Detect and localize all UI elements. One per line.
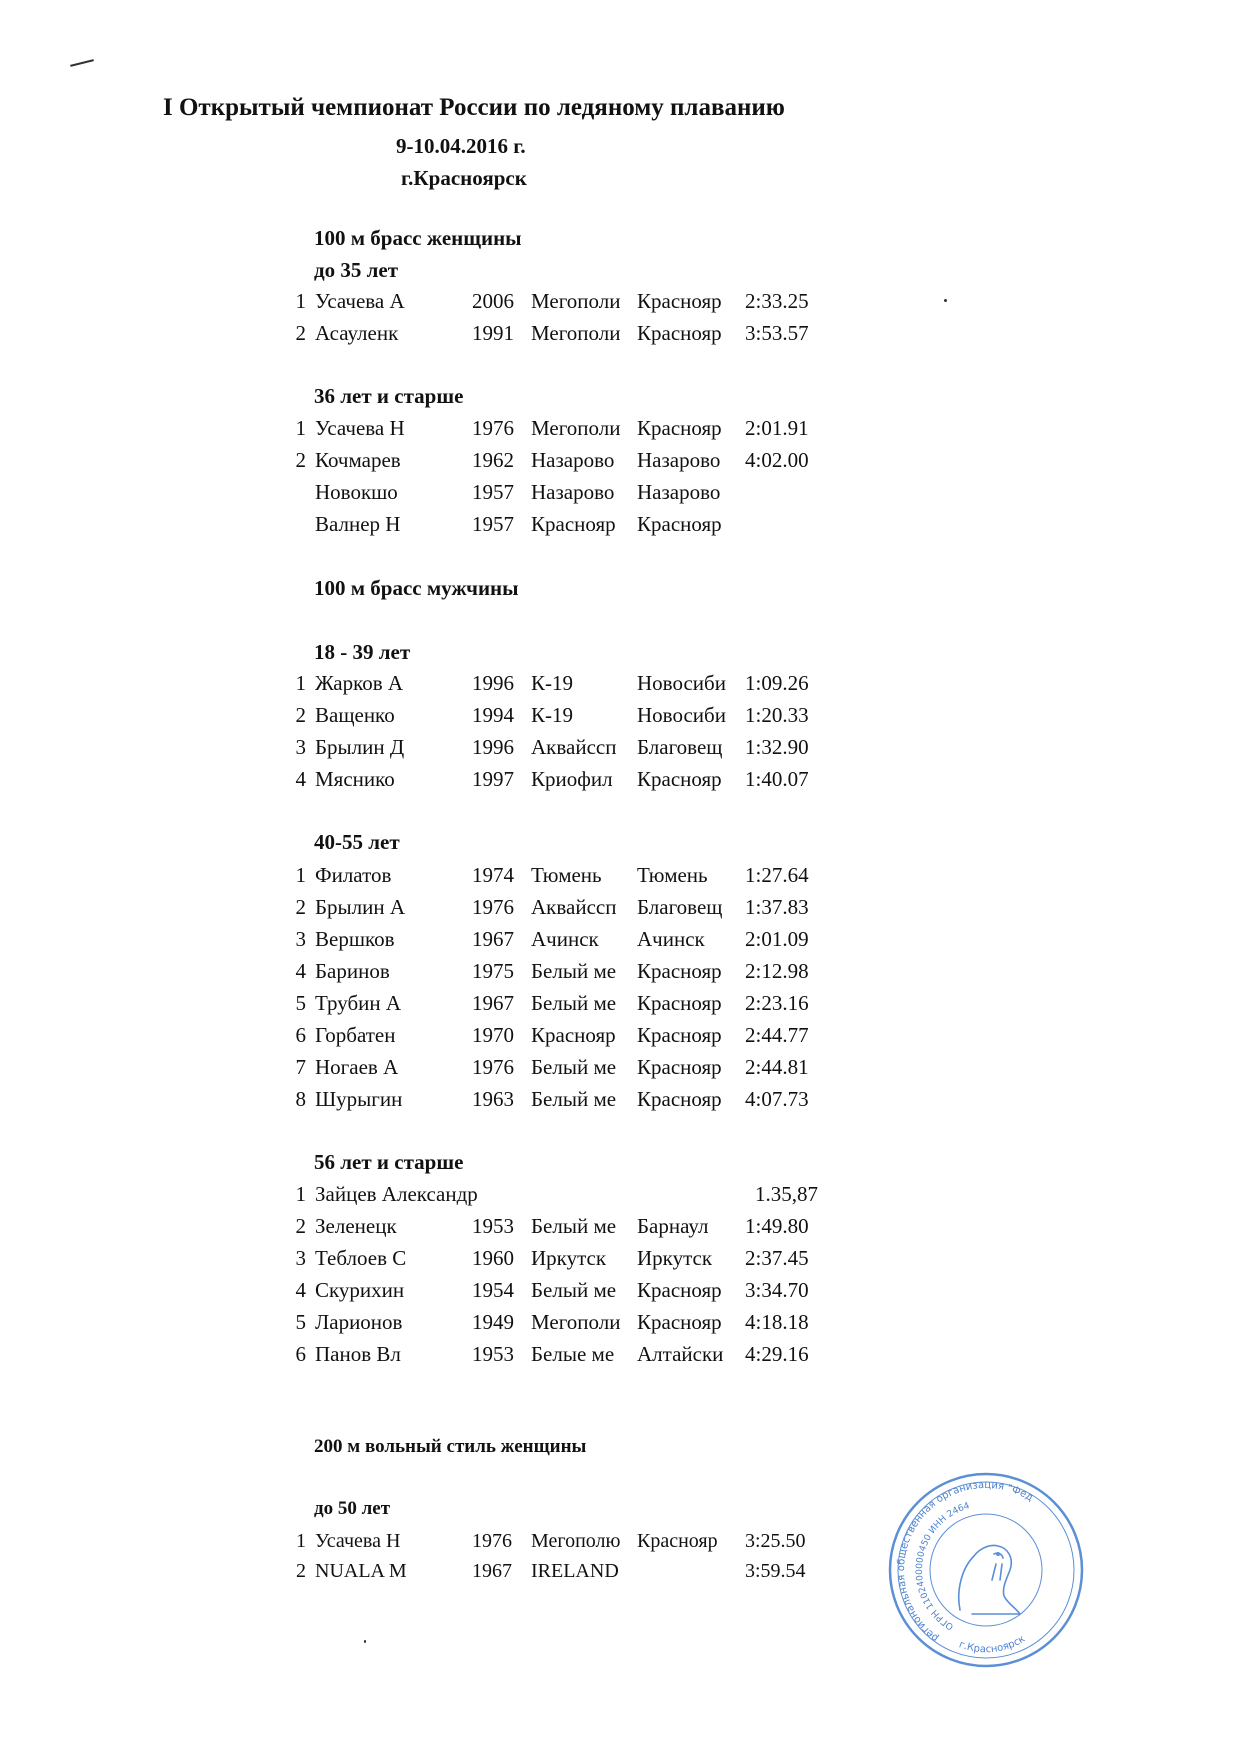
age-group-heading: 40-55 лет	[314, 830, 400, 854]
result-row	[0, 863, 1240, 893]
time-cell: 2:23.16	[745, 991, 809, 1015]
city-cell: Алтайски	[637, 1342, 724, 1366]
place-cell: 3	[295, 1246, 306, 1270]
year-cell: 1996	[472, 735, 514, 759]
club-cell: Мегополи	[531, 321, 621, 345]
club-cell: Ачинск	[531, 927, 599, 951]
club-cell: Мегополи	[531, 289, 621, 313]
time-cell: 3:25.50	[745, 1530, 806, 1552]
result-row	[0, 512, 1240, 542]
name-cell: Брылин А	[315, 895, 406, 919]
time-cell: 2:44.77	[745, 1023, 809, 1047]
name-cell: Усачева Н	[315, 1530, 401, 1552]
time-cell: 1:49.80	[745, 1214, 809, 1238]
result-row	[0, 1023, 1240, 1053]
year-cell: 1960	[472, 1246, 514, 1270]
scan-speck	[364, 1640, 366, 1643]
place-cell: 4	[295, 1278, 306, 1302]
age-group-heading: 56 лет и старше	[314, 1150, 464, 1174]
result-row	[0, 895, 1240, 925]
club-cell: Аквайссп	[531, 895, 617, 919]
year-cell: 1976	[472, 895, 514, 919]
name-cell: Усачева Н	[315, 416, 405, 440]
result-row	[0, 1087, 1240, 1117]
city-cell: Краснояр	[637, 1530, 718, 1552]
place-cell: 5	[295, 991, 306, 1015]
city-cell: Барнаул	[637, 1214, 709, 1238]
place-cell: 2	[295, 1214, 306, 1238]
event-date: 9-10.04.2016 г.	[396, 134, 526, 158]
time-cell: 4:18.18	[745, 1310, 809, 1334]
year-cell: 1963	[472, 1087, 514, 1111]
name-cell: Ларионов	[315, 1310, 403, 1334]
result-row	[0, 480, 1240, 510]
club-cell: Белые ме	[531, 1342, 615, 1366]
walrus-emblem-icon	[959, 1545, 1020, 1614]
club-cell: Краснояр	[531, 1023, 616, 1047]
club-cell: Назарово	[531, 480, 615, 504]
year-cell: 2006	[472, 289, 514, 313]
club-cell: Белый ме	[531, 991, 617, 1015]
city-cell: Краснояр	[637, 991, 722, 1015]
year-cell: 1953	[472, 1214, 514, 1238]
result-row	[0, 1214, 1240, 1244]
name-cell: Шурыгин	[315, 1087, 403, 1111]
name-cell: Новокшо	[315, 480, 398, 504]
name-cell: Усачева А	[315, 289, 405, 313]
city-cell: Краснояр	[637, 767, 722, 791]
result-row	[0, 767, 1240, 797]
club-cell: Белый ме	[531, 1278, 617, 1302]
time-cell: 1.35,87	[755, 1182, 818, 1206]
city-cell: Краснояр	[637, 959, 722, 983]
age-group-heading: 36 лет и старше	[314, 384, 464, 408]
club-cell: К-19	[531, 703, 573, 727]
result-row	[0, 1246, 1240, 1276]
pen-stroke-mark	[70, 59, 94, 67]
section-heading: 200 м вольный стиль женщины	[314, 1436, 587, 1457]
city-cell: Благовещ	[637, 895, 723, 919]
name-cell: Филатов	[315, 863, 392, 887]
name-cell: Ногаев А	[315, 1055, 399, 1079]
place-cell: 1	[295, 416, 306, 440]
city-cell: Краснояр	[637, 321, 722, 345]
section-heading: 100 м брасс женщины	[314, 226, 522, 250]
city-cell: Новосиби	[637, 671, 726, 695]
year-cell: 1976	[472, 1530, 512, 1552]
year-cell: 1967	[472, 991, 514, 1015]
club-cell: Назарово	[531, 448, 615, 472]
name-cell: Баринов	[315, 959, 390, 983]
time-cell: 4:29.16	[745, 1342, 809, 1366]
year-cell: 1975	[472, 959, 514, 983]
time-cell: 2:12.98	[745, 959, 809, 983]
year-cell: 1957	[472, 480, 514, 504]
club-cell: Белый ме	[531, 959, 617, 983]
city-cell: Ачинск	[637, 927, 705, 951]
city-cell: Краснояр	[637, 1055, 722, 1079]
time-cell: 4:02.00	[745, 448, 809, 472]
place-cell: 2	[295, 703, 306, 727]
year-cell: 1957	[472, 512, 514, 536]
place-cell: 1	[296, 1530, 306, 1552]
year-cell: 1949	[472, 1310, 514, 1334]
name-cell: Зеленецк	[315, 1214, 397, 1238]
city-cell: Краснояр	[637, 1278, 722, 1302]
name-cell: Зайцев Александр	[315, 1182, 478, 1206]
result-row	[0, 416, 1240, 446]
document-title: I Открытый чемпионат России по ледяному плаванию	[163, 94, 785, 121]
place-cell: 5	[295, 1310, 306, 1334]
name-cell: Горбатен	[315, 1023, 396, 1047]
place-cell: 8	[295, 1087, 306, 1111]
name-cell: Валнер Н	[315, 512, 401, 536]
time-cell: 2:01.91	[745, 416, 809, 440]
result-row	[0, 289, 1240, 319]
result-row	[0, 321, 1240, 351]
time-cell: 2:33.25	[745, 289, 809, 313]
city-cell: Краснояр	[637, 512, 722, 536]
club-cell: Тюмень	[531, 863, 602, 887]
place-cell: 2	[295, 895, 306, 919]
club-cell: Белый ме	[531, 1055, 617, 1079]
place-cell: 1	[295, 671, 306, 695]
city-cell: Краснояр	[637, 1023, 722, 1047]
result-row	[0, 991, 1240, 1021]
year-cell: 1953	[472, 1342, 514, 1366]
year-cell: 1967	[472, 927, 514, 951]
time-cell: 3:53.57	[745, 321, 809, 345]
age-group-heading: до 50 лет	[314, 1498, 391, 1519]
city-cell: Краснояр	[637, 416, 722, 440]
city-cell: Краснояр	[637, 289, 722, 313]
stamp-ring-text: региональная общественная организация "Федерация	[895, 1479, 1035, 1644]
time-cell: 3:34.70	[745, 1278, 809, 1302]
club-cell: Белый ме	[531, 1087, 617, 1111]
result-row	[0, 735, 1240, 765]
year-cell: 1962	[472, 448, 514, 472]
city-cell: Благовещ	[637, 735, 723, 759]
result-row	[0, 959, 1240, 989]
club-cell: Мегополи	[531, 416, 621, 440]
name-cell: Асауленк	[315, 321, 399, 345]
time-cell: 1:09.26	[745, 671, 809, 695]
name-cell: NUALA M	[315, 1560, 407, 1582]
place-cell: 2	[296, 1560, 306, 1582]
club-cell: Криофил	[531, 767, 613, 791]
club-cell: Мегополю	[531, 1530, 621, 1552]
result-row	[0, 1278, 1240, 1308]
city-cell: Назарово	[637, 448, 721, 472]
place-cell: 2	[295, 321, 306, 345]
stamp-city-text: г.Красноярск	[957, 1633, 1028, 1656]
year-cell: 1997	[472, 767, 514, 791]
club-cell: Белый ме	[531, 1214, 617, 1238]
place-cell: 1	[295, 863, 306, 887]
name-cell: Брылин Д	[315, 735, 405, 759]
name-cell: Вершков	[315, 927, 395, 951]
result-row	[0, 927, 1240, 957]
place-cell: 1	[295, 289, 306, 313]
place-cell: 1	[295, 1182, 306, 1206]
name-cell: Мяснико	[315, 767, 395, 791]
result-row	[0, 1342, 1240, 1372]
city-cell: Иркутск	[637, 1246, 713, 1270]
time-cell: 1:37.83	[745, 895, 809, 919]
name-cell: Скурихин	[315, 1278, 405, 1302]
year-cell: 1994	[472, 703, 514, 727]
place-cell: 3	[295, 735, 306, 759]
club-cell: Краснояр	[531, 512, 616, 536]
time-cell: 1:27.64	[745, 863, 809, 887]
year-cell: 1954	[472, 1278, 514, 1302]
club-cell: IRELAND	[531, 1560, 619, 1582]
age-group-heading: 18 - 39 лет	[314, 640, 411, 664]
place-cell: 6	[295, 1023, 306, 1047]
age-group-heading: до 35 лет	[314, 258, 399, 282]
time-cell: 2:44.81	[745, 1055, 809, 1079]
time-cell: 2:37.45	[745, 1246, 809, 1270]
place-cell: 4	[295, 959, 306, 983]
place-cell: 3	[295, 927, 306, 951]
result-row	[0, 448, 1240, 478]
club-cell: Иркутск	[531, 1246, 607, 1270]
result-row	[0, 671, 1240, 701]
time-cell: 4:07.73	[745, 1087, 809, 1111]
name-cell: Жарков А	[315, 671, 404, 695]
name-cell: Теблоев С	[315, 1246, 407, 1270]
time-cell: 2:01.09	[745, 927, 809, 951]
event-city: г.Красноярск	[401, 166, 527, 190]
city-cell: Назарово	[637, 480, 721, 504]
result-row	[0, 1310, 1240, 1340]
result-row	[0, 1055, 1240, 1085]
place-cell: 2	[295, 448, 306, 472]
year-cell: 1974	[472, 863, 514, 887]
city-cell: Тюмень	[637, 863, 708, 887]
time-cell: 1:32.90	[745, 735, 809, 759]
year-cell: 1970	[472, 1023, 514, 1047]
city-cell: Краснояр	[637, 1087, 722, 1111]
year-cell: 1967	[472, 1560, 512, 1582]
name-cell: Ващенко	[315, 703, 395, 727]
city-cell: Краснояр	[637, 1310, 722, 1334]
place-cell: 7	[295, 1055, 306, 1079]
year-cell: 1996	[472, 671, 514, 695]
club-cell: Аквайссп	[531, 735, 617, 759]
time-cell: 1:40.07	[745, 767, 809, 791]
organization-stamp	[886, 1470, 1086, 1670]
name-cell: Трубин А	[315, 991, 402, 1015]
time-cell: 1:20.33	[745, 703, 809, 727]
club-cell: Мегополи	[531, 1310, 621, 1334]
name-cell: Панов Вл	[315, 1342, 401, 1366]
name-cell: Кочмарев	[315, 448, 401, 472]
year-cell: 1976	[472, 416, 514, 440]
time-cell: 3:59.54	[745, 1560, 806, 1582]
result-row	[0, 703, 1240, 733]
result-row	[0, 1182, 1240, 1212]
city-cell: Новосиби	[637, 703, 726, 727]
section-heading: 100 м брасс мужчины	[314, 576, 519, 600]
place-cell: 4	[295, 767, 306, 791]
club-cell: К-19	[531, 671, 573, 695]
year-cell: 1991	[472, 321, 514, 345]
stamp-ogrn-text: ОГРН 1102400000450 ИНН 2464	[914, 1501, 971, 1632]
place-cell: 6	[295, 1342, 306, 1366]
year-cell: 1976	[472, 1055, 514, 1079]
